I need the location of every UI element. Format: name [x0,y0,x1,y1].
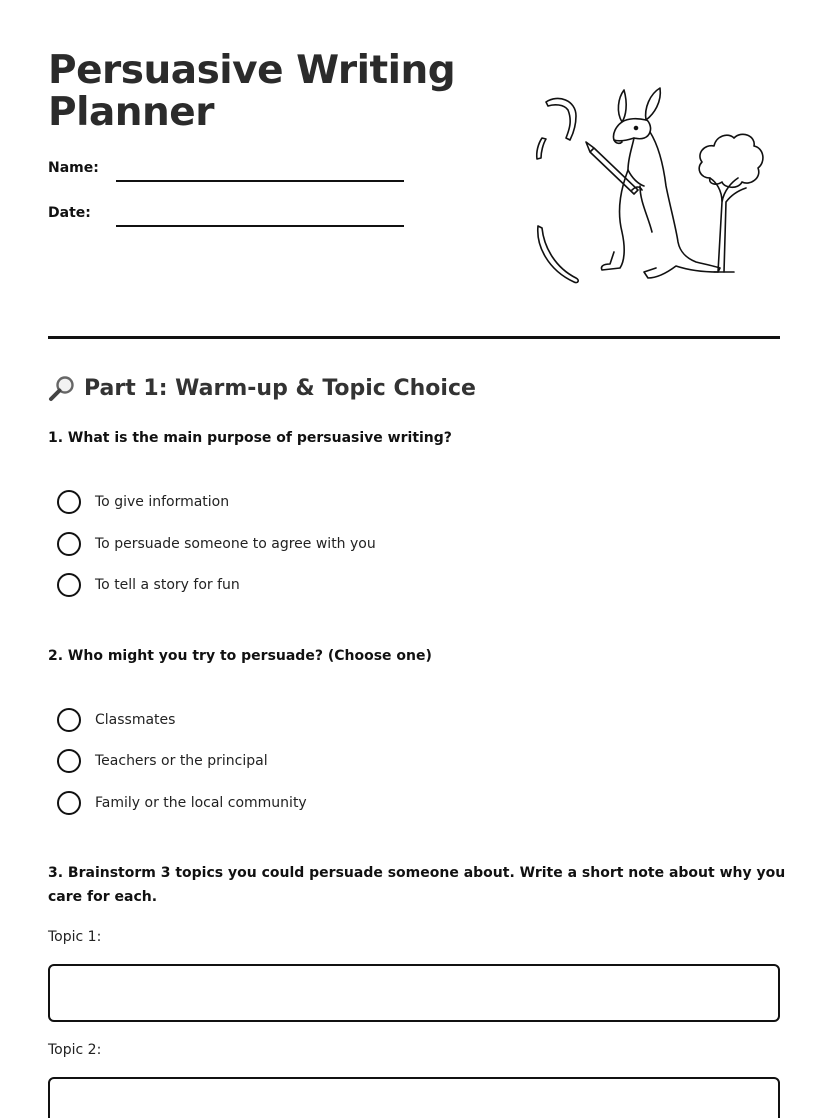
option-label: To give information [95,494,230,510]
q1-option-2[interactable] [57,532,376,556]
pencil [586,142,638,194]
q2-option-3[interactable] [57,791,307,815]
radio-button[interactable] [57,532,81,556]
q2-option-1[interactable] [57,708,175,732]
topic-1-field[interactable] [48,964,780,1022]
part1-heading-text: Part 1: Warm-up & Topic Choice [84,375,476,401]
option-label: Classmates [95,712,176,728]
topic-1-label: Topic 1: [48,929,102,945]
tree-icon [699,134,763,272]
header-divider [48,336,780,339]
q2-option-2[interactable] [57,749,268,773]
question-2: 2. Who might you try to persuade? (Choose one) [48,648,432,664]
option-label: Family or the local community [95,795,307,811]
title-line-1: Persuasive Writing [48,48,456,93]
magnifying-glass-icon [48,374,76,402]
name-line[interactable] [116,180,404,182]
part1-heading [48,374,476,402]
date-line[interactable] [116,225,404,227]
option-label: To persuade someone to agree with you [95,536,376,552]
topic-2-label: Topic 2: [48,1042,102,1058]
boomerang-bottom [538,226,578,283]
radio-button[interactable] [57,490,81,514]
boomerang-top [546,98,576,140]
page-title [48,50,455,134]
title-line-2: Planner [48,90,214,135]
option-label: Teachers or the principal [95,753,268,769]
question-3: 3. Brainstorm 3 topics you could persuade someone about. Write a short note about why you care for each. [48,865,786,905]
kangaroo-illustration [528,82,768,292]
option-label: To tell a story for fun [95,577,240,593]
radio-button[interactable] [57,749,81,773]
boomerang-small [537,138,546,159]
name-label: Name: [48,160,99,176]
topic-2-field[interactable] [48,1077,780,1118]
q1-option-3[interactable] [57,573,240,597]
kangaroo-icon [586,88,720,278]
radio-button[interactable] [57,791,81,815]
radio-button[interactable] [57,708,81,732]
radio-button[interactable] [57,573,81,597]
date-label: Date: [48,205,91,221]
question-1: 1. What is the main purpose of persuasive writing? [48,430,452,446]
q1-option-1[interactable] [57,490,229,514]
